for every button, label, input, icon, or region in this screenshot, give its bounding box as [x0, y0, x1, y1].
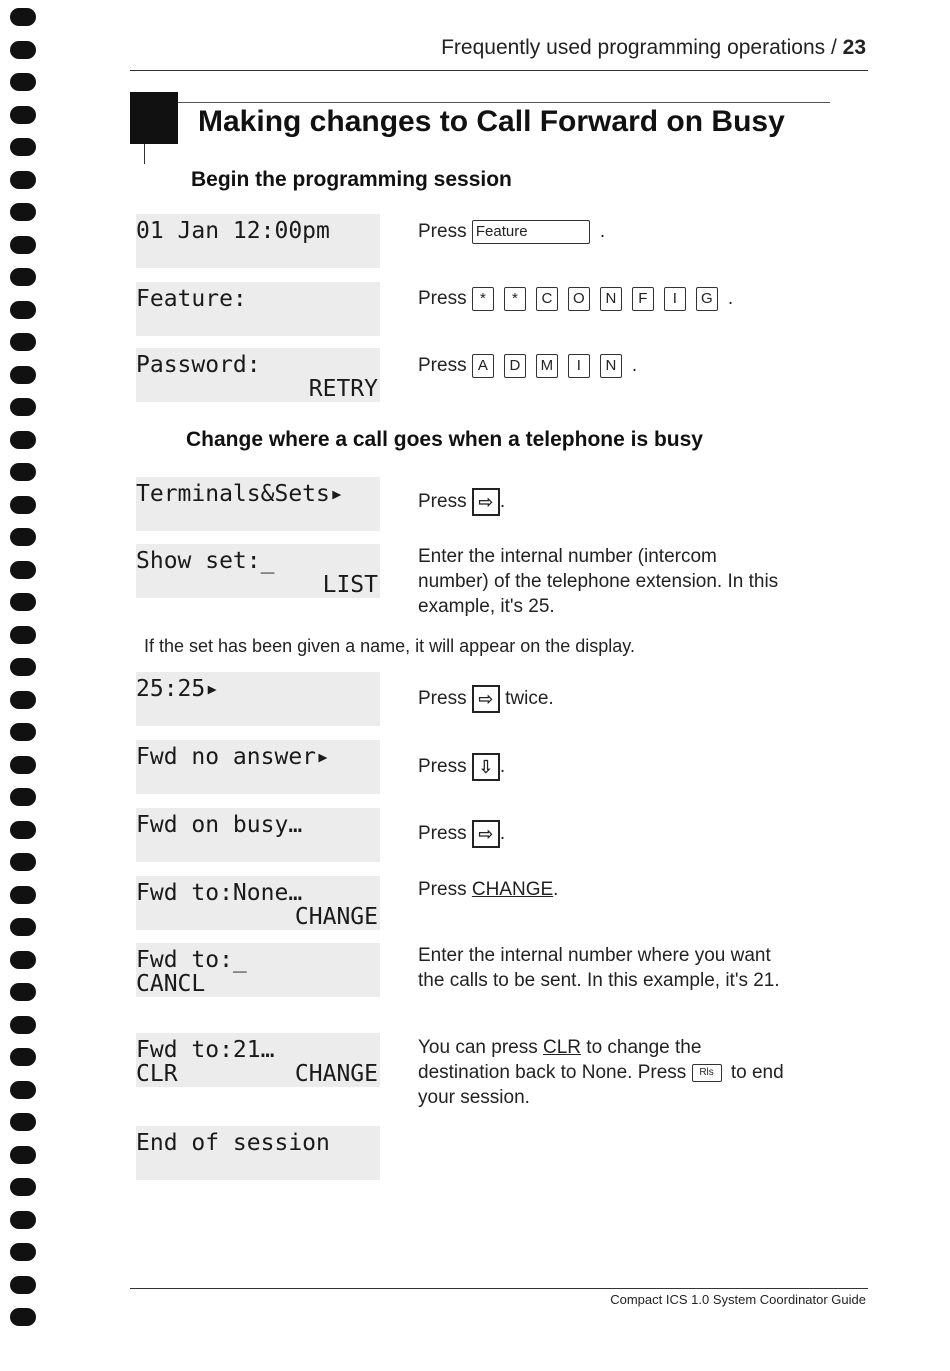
display-line2-left: CLR: [136, 1061, 178, 1087]
header-section: Frequently used programming operations /: [441, 36, 843, 59]
press-label: Press: [418, 355, 467, 376]
display-fwd-to-blank: [136, 943, 380, 997]
instruction-next-2: Press ⇨ .: [418, 820, 505, 848]
binding-hole: [10, 431, 36, 449]
instruction-admin: Press A D M I N .: [418, 355, 638, 376]
dial-key[interactable]: M: [536, 354, 558, 378]
binding-hole: [10, 463, 36, 481]
binding-hole: [10, 236, 36, 254]
binding-hole: [10, 73, 36, 91]
display-line1: End of session: [136, 1130, 330, 1156]
clr-text: to end your session.: [418, 1062, 784, 1108]
running-header: [441, 36, 866, 60]
dial-key[interactable]: O: [568, 287, 590, 311]
binding-hole: [10, 138, 36, 156]
dial-key[interactable]: *: [472, 287, 494, 311]
display-line1: 01 Jan 12:00pm: [136, 218, 330, 244]
binding-hole: [10, 723, 36, 741]
instruction-change: Press CHANGE.: [418, 879, 559, 900]
binding-hole: [10, 268, 36, 286]
page-title: Making changes to Call Forward on Busy: [198, 105, 785, 138]
display-line2: CHANGE: [294, 1061, 378, 1087]
right-arrow-icon[interactable]: ⇨: [472, 685, 500, 713]
display-line1: 25:25▸: [136, 676, 220, 702]
instruction-enter-destination: Enter the internal number where you want the calls to be sent. In this example, it's 21.: [418, 945, 780, 991]
binding-hole: [10, 301, 36, 319]
binding-hole: [10, 561, 36, 579]
binding-hole: [10, 8, 36, 26]
dial-key[interactable]: I: [568, 354, 590, 378]
display-line2: CANCL: [136, 971, 206, 997]
instruction-next-twice: [418, 685, 554, 713]
instruction-enter-intercom: Enter the internal number (intercom number) of the telephone extension. In this example, it's 25.: [418, 546, 779, 617]
binding-hole: [10, 853, 36, 871]
section-heading-begin: Begin the programming session: [191, 168, 512, 191]
binding-hole: [10, 1016, 36, 1034]
display-terminals: [136, 477, 380, 531]
title-tick: [144, 144, 145, 164]
display-line1: Password:: [136, 352, 261, 378]
binding-hole: [10, 1243, 36, 1261]
display-password: [136, 348, 380, 402]
section-heading-change: Change where a call goes when a telephone is busy: [186, 428, 703, 451]
binding-hole: [10, 756, 36, 774]
binding-hole: [10, 366, 36, 384]
change-softkey[interactable]: CHANGE: [471, 879, 554, 900]
dial-key[interactable]: D: [504, 354, 526, 378]
binding-hole: [10, 1048, 36, 1066]
binding-hole: [10, 1308, 36, 1326]
binding-hole: [10, 886, 36, 904]
display-show-set: [136, 544, 380, 598]
down-arrow-icon[interactable]: ⇩: [472, 753, 500, 781]
dial-key[interactable]: A: [472, 354, 494, 378]
binding-hole: [10, 788, 36, 806]
press-label: Press: [418, 688, 467, 710]
display-date: [136, 214, 380, 268]
binding-hole: [10, 203, 36, 221]
press-label: Press: [418, 491, 467, 513]
page-number: 23: [842, 36, 866, 59]
binding-hole: [10, 41, 36, 59]
binding-hole: [10, 821, 36, 839]
clr-text: to change the destination back to None. Press: [418, 1037, 702, 1083]
dial-key[interactable]: C: [536, 287, 558, 311]
display-fwd-to-none: [136, 876, 380, 930]
feature-key[interactable]: Feature: [472, 220, 590, 244]
binding-hole: [10, 951, 36, 969]
binding-hole: [10, 1211, 36, 1229]
binding-hole: [10, 106, 36, 124]
display-extension: [136, 672, 380, 726]
binding-hole: [10, 398, 36, 416]
display-line1: Feature:: [136, 286, 247, 312]
press-label: Press: [418, 823, 467, 845]
binding-hole: [10, 626, 36, 644]
display-fwd-no-answer: [136, 740, 380, 794]
title-marker: [130, 92, 178, 144]
binding-hole: [10, 983, 36, 1001]
display-feature: [136, 282, 380, 336]
press-label: Press: [418, 221, 467, 242]
press-label: Press: [418, 879, 472, 900]
display-fwd-to-21: [136, 1033, 380, 1087]
name-note: If the set has been given a name, it will appear on the display.: [144, 636, 635, 656]
display-line1: Fwd to:None…: [136, 880, 303, 906]
rls-key[interactable]: Rls: [692, 1064, 722, 1082]
spiral-binding: [10, 8, 40, 1368]
binding-hole: [10, 1276, 36, 1294]
display-fwd-on-busy: [136, 808, 380, 862]
display-line2: CHANGE: [294, 904, 378, 930]
display-line1: Fwd on busy…: [136, 812, 303, 838]
right-arrow-icon[interactable]: ⇨: [472, 488, 500, 516]
footer: Compact ICS 1.0 System Coordinator Guide: [610, 1292, 866, 1307]
instruction-config: Press * * C O N F I G .: [418, 288, 734, 309]
display-line1: Fwd to:21…: [136, 1037, 275, 1063]
binding-hole: [10, 333, 36, 351]
footer-rule: [130, 1288, 868, 1289]
binding-hole: [10, 1178, 36, 1196]
binding-hole: [10, 528, 36, 546]
display-line2: LIST: [322, 572, 378, 598]
binding-hole: [10, 1081, 36, 1099]
display-line1: Fwd no answer▸: [136, 744, 330, 770]
dial-key[interactable]: N: [600, 287, 622, 311]
dial-key[interactable]: *: [504, 287, 526, 311]
dial-key[interactable]: G: [696, 287, 718, 311]
display-end-session: [136, 1126, 380, 1180]
display-line1: Terminals&Sets▸: [136, 481, 344, 507]
twice-label: twice.: [505, 688, 554, 710]
binding-hole: [10, 593, 36, 611]
binding-hole: [10, 171, 36, 189]
clr-text: You can press: [418, 1037, 543, 1058]
right-arrow-icon[interactable]: ⇨: [472, 820, 500, 848]
binding-hole: [10, 1146, 36, 1164]
dial-key[interactable]: N: [600, 354, 622, 378]
header-rule: [130, 70, 868, 71]
press-label: Press: [418, 756, 467, 778]
instruction-clr: [418, 1035, 790, 1110]
dial-key[interactable]: I: [664, 287, 686, 311]
display-line1: Show set:_: [136, 548, 275, 574]
title-rule: [178, 102, 830, 103]
binding-hole: [10, 658, 36, 676]
binding-hole: [10, 496, 36, 514]
instruction-feature: Press Feature .: [418, 221, 606, 242]
instruction-down: Press ⇩ .: [418, 753, 505, 781]
display-line1: Fwd to:_: [136, 947, 247, 973]
instruction-next-1: Press ⇨ .: [418, 488, 505, 516]
display-line2: RETRY: [308, 376, 378, 402]
clr-softkey[interactable]: CLR: [543, 1037, 582, 1058]
binding-hole: [10, 918, 36, 936]
dial-key[interactable]: F: [632, 287, 654, 311]
binding-hole: [10, 1113, 36, 1131]
binding-hole: [10, 691, 36, 709]
press-label: Press: [418, 288, 467, 309]
